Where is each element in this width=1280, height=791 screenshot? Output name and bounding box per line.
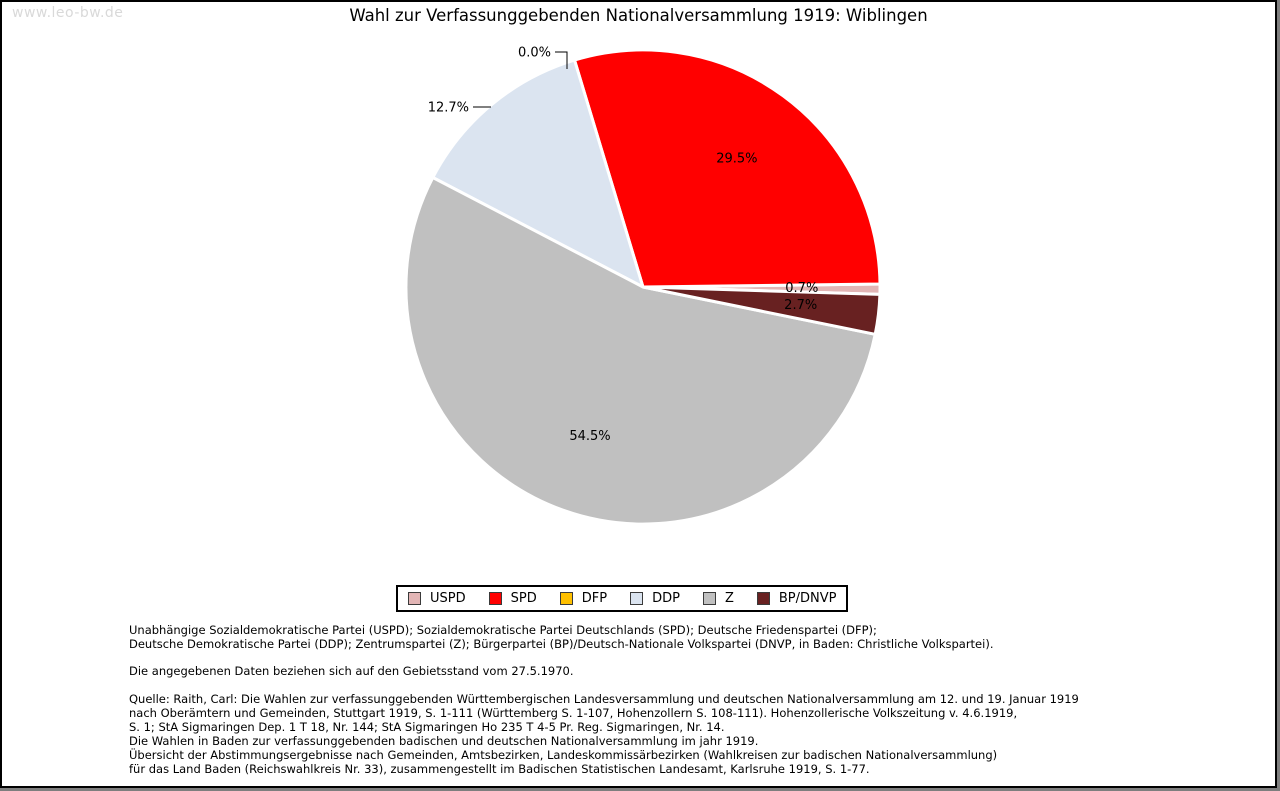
legend-item-spd	[489, 591, 537, 606]
footer-line: Quelle: Raith, Carl: Die Wahlen zur verfassunggebenden Württembergischen Landesversammlung und deutschen Nationalversammlung am 12. und 19. Januar 1919	[129, 692, 1079, 706]
pie-label-dfp: 0.0%	[517, 45, 551, 61]
footer-line: für das Land Baden (Reichswahlkreis Nr. 33), zusammengestellt im Badischen Statistischen Landesamt, Karlsruhe 1919, S. 1-77.	[129, 762, 870, 776]
source-citation	[129, 692, 1259, 776]
legend-item-ddp	[630, 591, 680, 606]
legend-swatch-bp-dnvp	[757, 592, 770, 605]
footer-line: Übersicht der Abstimmungsergebnisse nach Gemeinden, Amtsbezirken, Landeskommissärbezirken (Wahlkreisen zur badischen Nationalversammlung)	[129, 748, 998, 762]
legend-swatch-ddp	[630, 592, 643, 605]
legend-label-bp-dnvp: BP/DNVP	[778, 591, 837, 606]
legend-label-ddp: DDP	[652, 591, 680, 606]
pie-label-spd: 29.5%	[716, 151, 758, 167]
legend-item-uspd	[408, 591, 466, 606]
data-note	[129, 664, 1259, 678]
legend-item-dfp	[560, 591, 607, 606]
footer-line: S. 1; StA Sigmaringen Dep. 1 T 18, Nr. 144; StA Sigmaringen Ho 235 T 4-5 Pr. Reg. Sigmaringen, Nr. 14.	[129, 720, 725, 734]
legend-label-dfp: DFP	[581, 591, 608, 606]
footer-line: Deutsche Demokratische Partei (DDP); Zentrumspartei (Z); Bürgerpartei (BP)/Deutsch-Nationale Volkspartei (DNVP, in Baden: Christliche Volkspartei).	[129, 637, 994, 651]
legend-item-bp-dnvp	[757, 591, 837, 606]
footer-line: Die Wahlen in Baden zur verfassunggebenden badischen und deutschen Nationalversammlung im jahr 1919.	[129, 734, 759, 748]
footer-line: Die angegebenen Daten beziehen sich auf den Gebietsstand vom 27.5.1970.	[129, 664, 574, 678]
pie-label-bp-dnvp: 2.7%	[784, 297, 818, 313]
legend-label-spd: SPD	[510, 591, 537, 606]
pie-label-z: 54.5%	[569, 429, 611, 445]
pie-label-uspd: 0.7%	[785, 281, 819, 296]
legend-swatch-dfp	[560, 592, 573, 605]
legend-swatch-z	[703, 592, 716, 605]
party-definitions	[129, 623, 1259, 651]
pie-label-ddp: 12.7%	[427, 100, 469, 116]
legend-label-z: Z	[724, 591, 734, 606]
footer-line: Unabhängige Sozialdemokratische Partei (USPD); Sozialdemokratische Partei Deutschlands (SPD); Deutsche Friedenspartei (DFP);	[129, 623, 877, 637]
footer-line: nach Oberämtern und Gemeinden, Stuttgart 1919, S. 1-111 (Württemberg S. 1-107, Hohenzollern S. 108-111). Hohenzollerische Volkszeitung v. 4.6.1919,	[129, 706, 1018, 720]
legend-swatch-spd	[489, 592, 502, 605]
chart-title: Wahl zur Verfassunggebenden Nationalversammlung 1919: Wiblingen	[349, 6, 928, 25]
legend-box	[396, 585, 848, 612]
legend-label-uspd: USPD	[430, 591, 466, 606]
footer-notes	[129, 623, 1259, 776]
legend-swatch-uspd	[408, 592, 421, 605]
watermark: www.leo-bw.de	[12, 5, 124, 21]
legend-item-z	[703, 591, 734, 606]
